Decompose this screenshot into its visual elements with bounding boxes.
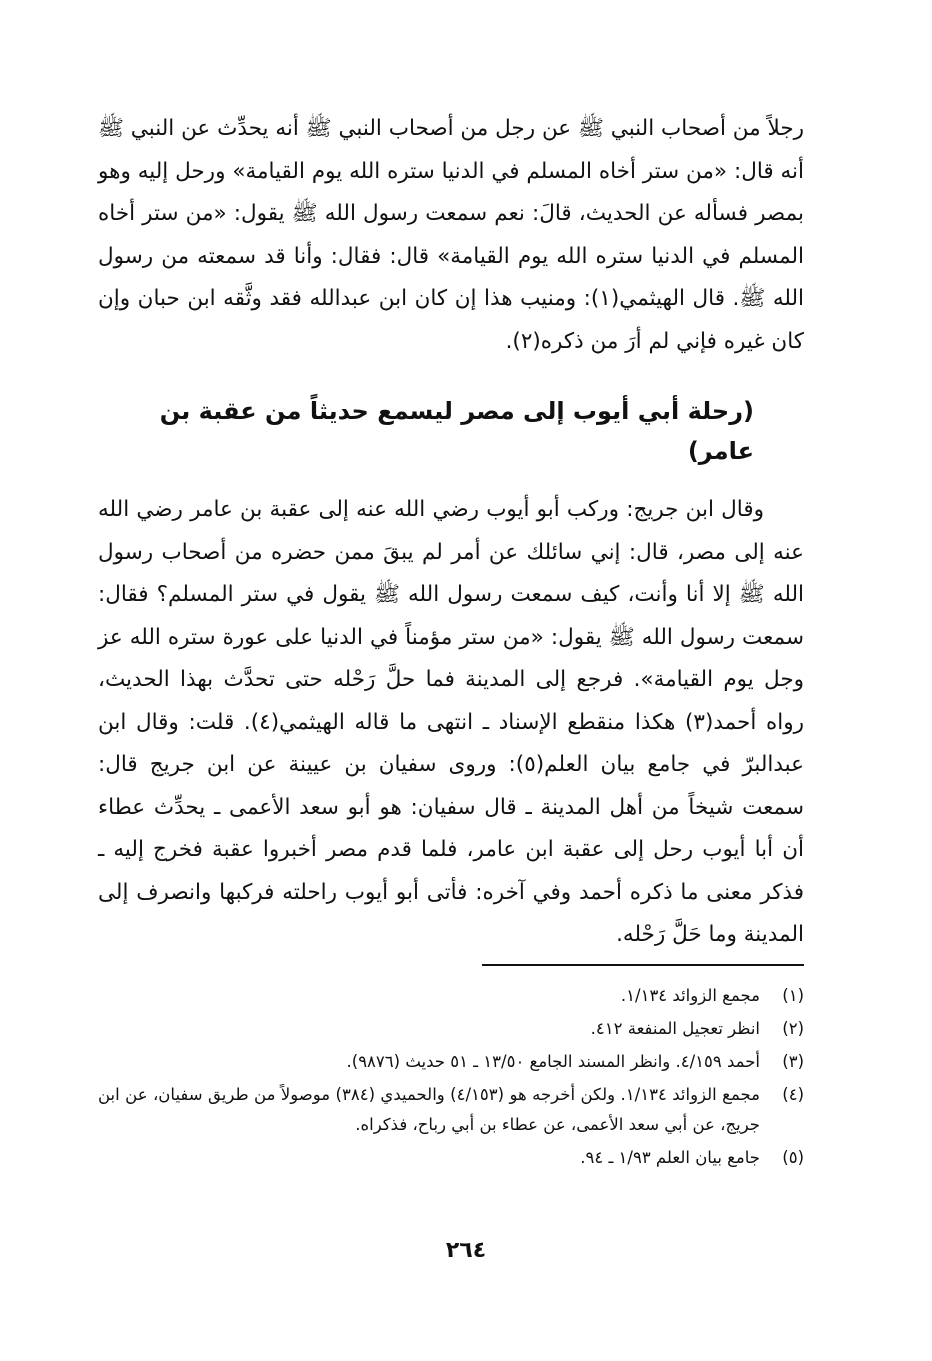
footnote-number: (٤) (782, 1085, 804, 1104)
footnote-1 (98, 981, 804, 1011)
footnote-number: (٣) (782, 1052, 804, 1071)
paragraph-2: وقال ابن جريج: وركب أبو أيوب رضي الله عنه إلى عقبة بن عامر رضي الله عنه إلى مصر، قال: إني سائلك عن أمر لم يبقَ ممن حضره من أصحاب رسول الله ﷺ إلا أنا وأنت، كيف سمعت رسول الله ﷺ يقول في ستر المسلم؟ فقال: سمعت رسول الله ﷺ يقول: «من ستر مؤمناً في الدنيا على عورة ستره الله عز وجل يوم القيامة». فرجع إلى المدينة فما حلَّ رَحْله حتى تحدَّث بهذا الحديث، رواه أحمد(٣) هكذا منقطع الإسناد ـ انتهى ما قاله الهيثمي(٤). قلت: وقال ابن عبدالبرّ في جامع بيان العلم(٥): وروى سفيان بن عيينة عن ابن جريج قال: سمعت شيخاً من أهل المدينة ـ قال سفيان: هو أبو سعد الأعمى ـ يحدِّث عطاء أن أبا أيوب رحل إلى عقبة ابن عامر، فلما قدم مصر أخبروا عقبة فخرج إليه ـ فذكر معنى ما ذكره أحمد وفي آخره: فأتى أبو أيوب راحلته فركبها وانصرف إلى المدينة وما حَلَّ رَحْله. (98, 497, 804, 947)
footnotes (98, 981, 804, 1176)
footnote-separator (482, 964, 804, 966)
footnote-4 (98, 1080, 804, 1140)
footnote-5 (98, 1143, 804, 1173)
page-body (98, 108, 804, 957)
footnote-text: أحمد ٤/١٥٩. وانظر المسند الجامع ١٣/٥٠ ـ ٥١ حديث (٩٨٧٦). (346, 1052, 760, 1071)
footnote-number: (٥) (782, 1148, 804, 1167)
footnote-text: مجمع الزوائد ١/١٣٤. ولكن أخرجه هو (٤/١٥٣) والحميدي (٣٨٤) موصولاً من طريق سفيان، عن ابن جريج، عن أبي سعد الأعمى، عن عطاء بن أبي رباح، فذكراه. (98, 1085, 760, 1134)
footnote-3 (98, 1047, 804, 1077)
section-heading: (رحلة أبي أيوب إلى مصر ليسمع حديثاً من عقبة بن عامر) (159, 397, 754, 465)
page-number: ٢٦٤ (445, 1238, 487, 1263)
footnote-text: مجمع الزوائد ١/١٣٤. (620, 986, 760, 1005)
footnote-2 (98, 1014, 804, 1044)
footnote-number: (١) (782, 986, 804, 1005)
footnote-text: انظر تعجيل المنفعة ٤١٢. (590, 1019, 760, 1038)
footnote-number: (٢) (782, 1019, 804, 1038)
footnote-text: جامع بيان العلم ١/٩٣ ـ ٩٤. (580, 1148, 760, 1167)
paragraph-1: رجلاً من أصحاب النبي ﷺ عن رجل من أصحاب النبي ﷺ أنه يحدِّث عن النبي ﷺ أنه قال: «من ستر أخاه المسلم في الدنيا ستره الله يوم القيامة» ورحل إليه وهو بمصر فسأله عن الحديث، قالَ: نعم سمعت رسول الله ﷺ يقول: «من ستر أخاه المسلم في الدنيا ستره الله يوم القيامة» قال: فقال: وأنا قد سمعته من رسول الله ﷺ. قال الهيثمي(١): ومنيب هذا إن كان ابن عبدالله فقد وثَّقه ابن حبان وإن كان غيره فإني لم أرَ من ذكره(٢). (98, 116, 805, 354)
